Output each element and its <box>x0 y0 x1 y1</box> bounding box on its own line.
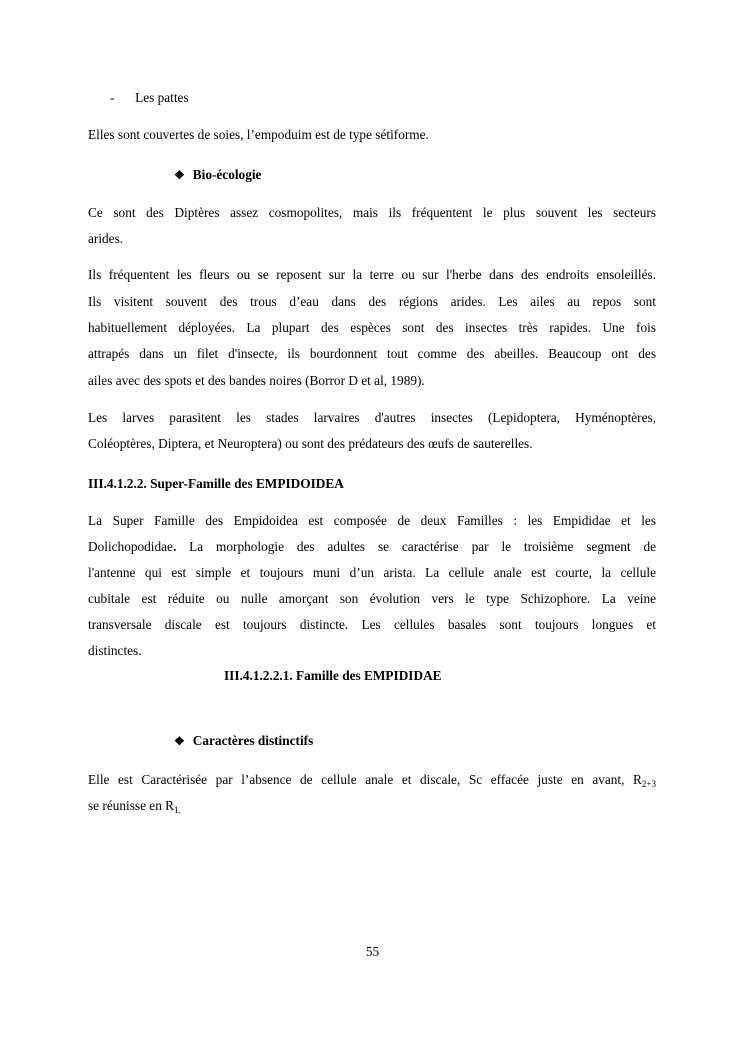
text-run: La morphologie des adultes se caractérise par le troisième segment de <box>176 539 656 554</box>
paragraph-line <box>88 797 181 819</box>
paragraph-line <box>88 771 656 793</box>
subscript: 1. <box>174 805 181 815</box>
term-dolichopodidae: Dolichopodidae <box>88 539 173 554</box>
paragraph-pattes: Elles sont couvertes de soies, l’empoduim est de type sétiforme. <box>88 127 429 142</box>
paragraph-line: Ils visitent souvent des trous d’eau dans des régions arides. Les ailes au repos sont <box>88 294 656 309</box>
bold-period: . <box>172 539 177 554</box>
heading-famille-empididae: III.4.1.2.2.1. Famille des EMPIDIDAE <box>224 668 442 683</box>
section-title: Caractères distinctifs <box>192 733 314 748</box>
list-dash: - <box>110 90 115 105</box>
text-run: Elle est Caractérisée par l’absence de cellule anale et discale, Sc effacée juste en avant, R <box>88 772 642 787</box>
subscript: 2+3 <box>641 779 656 789</box>
diamond-bullet-icon: ❖ <box>174 734 185 748</box>
paragraph-line: l'antenne qui est simple et toujours muni d’un arista. La cellule anale est courte, la cellule <box>88 565 656 580</box>
paragraph-line: La Super Famille des Empidoidea est composée de deux Familles : les Empididae et les <box>88 513 656 528</box>
text-run: se réunisse en R <box>88 798 175 813</box>
paragraph-line: arides. <box>88 231 124 246</box>
section-title: Bio-écologie <box>192 167 262 182</box>
diamond-bullet-icon: ❖ <box>174 168 185 182</box>
section-heading-bio-ecologie <box>174 166 261 184</box>
paragraph-line: Ils fréquentent les fleurs ou se reposent sur la terre ou sur l'herbe dans des endroits ensoleillés. <box>88 267 656 282</box>
paragraph-line: ailes avec des spots et des bandes noires (Borror D et al, 1989). <box>88 373 425 388</box>
section-heading-caracteres <box>174 732 313 750</box>
paragraph-line: habituellement déployées. La plupart des espèces sont des insectes très rapides. Une fois <box>88 320 656 335</box>
paragraph-line <box>88 538 656 556</box>
paragraph-line: Les larves parasitent les stades larvaires d'autres insectes (Lepidoptera, Hyménoptères, <box>88 410 656 425</box>
paragraph-line: Coléoptères, Diptera, et Neuroptera) ou sont des prédateurs des œufs de sauterelles. <box>88 436 533 451</box>
paragraph-line: attrapés dans un filet d'insecte, ils bourdonnent tout comme des abeilles. Beaucoup ont des <box>88 346 656 361</box>
paragraph-line: cubitale est réduite ou nulle amorçant son évolution vers le type Schizophore. La veine <box>88 591 656 606</box>
paragraph-line: transversale discale est toujours distincte. Les cellules basales sont toujours longues et <box>88 617 656 632</box>
page-number: 55 <box>365 944 380 959</box>
heading-super-famille: III.4.1.2.2. Super-Famille des EMPIDOIDEA <box>88 476 344 491</box>
paragraph-line: Ce sont des Diptères assez cosmopolites, mais ils fréquentent le plus souvent les secteurs <box>88 205 656 220</box>
list-item <box>110 89 189 107</box>
paragraph-line: distinctes. <box>88 643 142 658</box>
list-item-text: Les pattes <box>135 90 189 105</box>
